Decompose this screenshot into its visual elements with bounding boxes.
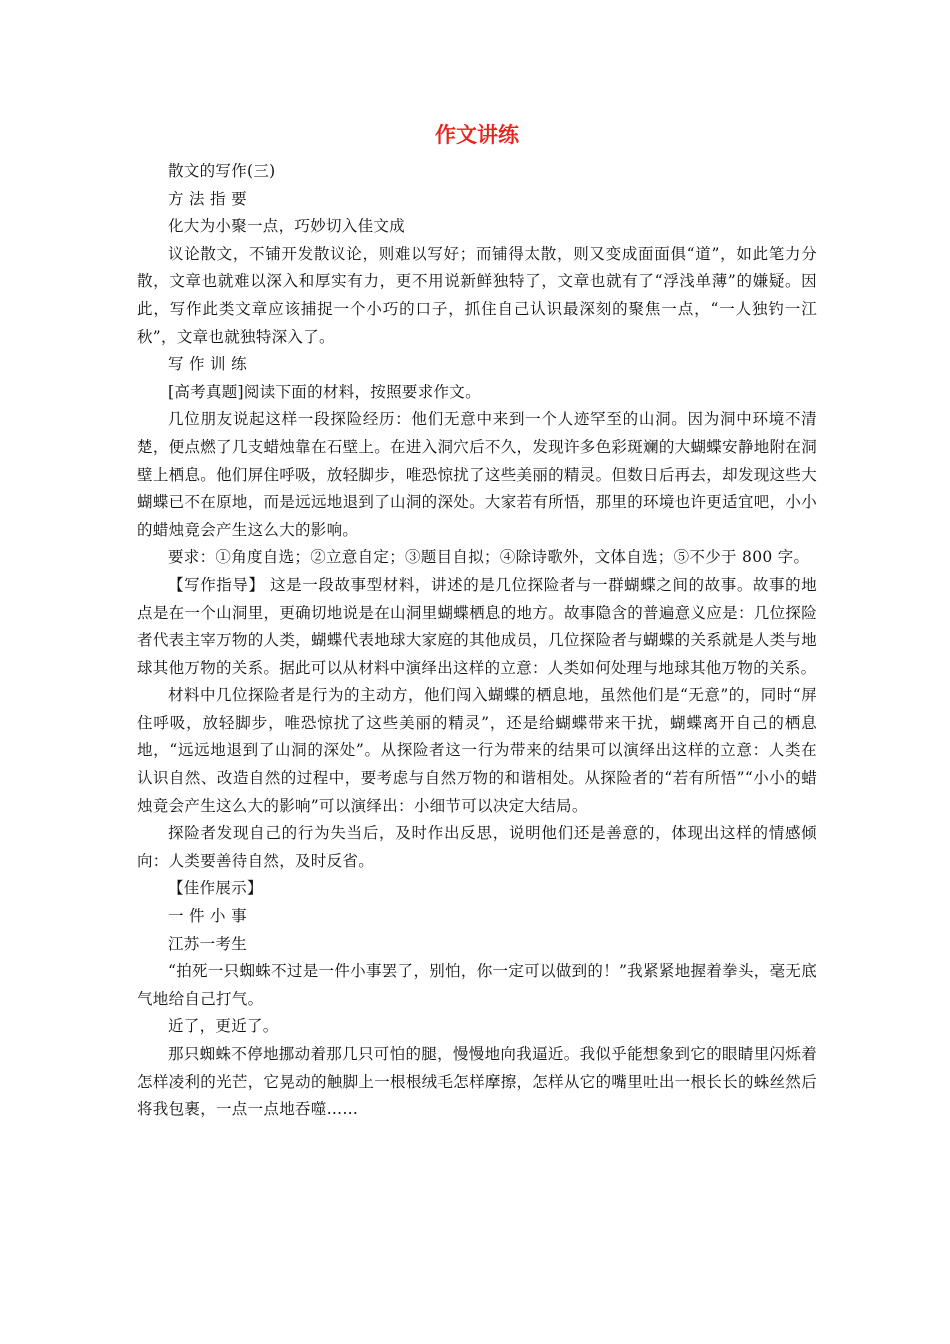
- section-heading: 散文的写作(三): [168, 162, 276, 180]
- document-title: 作文讲练: [435, 123, 519, 147]
- document-page: [137, 118, 817, 1124]
- material-paragraph: 几位朋友说起这样一段探险经历：他们无意中来到一个人迹罕至的山洞。因为洞中环境不清楚，便点燃了几支蜡烛靠在石壁上。在进入洞穴后不久，发现许多色彩斑斓的大蝴蝶安静地附在洞壁上栖息。他们屏住呼吸，放轻脚步，唯恐惊扰了这些美丽的精灵。但数日后再去，却发现这些大蝴蝶已不在原地，而是远远地退到了山洞的深处。大家若有所悟，那里的环境也许更适宜吧，小小的蜡烛竟会产生这么大的影响。: [137, 410, 817, 539]
- essay-author: 江苏一考生: [168, 934, 248, 953]
- guidance-paragraph-2: 材料中几位探险者是行为的主动方，他们闯入蝴蝶的栖息地，虽然他们是“无意”的，同时“屏住呼吸，放轻脚步，唯恐惊扰了这些美丽的精灵”，还是给蝴蝶带来干扰，蝴蝶离开自己的栖息地，“远远地退到了山洞的深处”。从探险者这一行为带来的结果可以演绎出这样的立意：人类在认识自然、改造自然的过程中，要考虑与自然万物的和谐相处。从探险者的“若有所悟”“小小的蜡烛竟会产生这么大的影响”可以演绎出：小细节可以决定大结局。: [137, 686, 817, 815]
- guidance-paragraph-3: 探险者发现自己的行为失当后，及时作出反思，说明他们还是善意的，体现出这样的情感倾向：人类要善待自然，及时反省。: [137, 824, 817, 870]
- method-title: 化大为小聚一点，巧妙切入佳文成: [168, 217, 406, 236]
- showcase-heading: 【佳作展示】: [168, 879, 263, 898]
- subheading-practice: 写 作 训 练: [168, 355, 247, 374]
- exam-prompt: [高考真题]阅读下面的材料，按照要求作文。: [168, 382, 481, 401]
- subheading-method: 方 法 指 要: [168, 189, 247, 208]
- requirements-paragraph: 要求：①角度自选；②立意自定；③题目自拟；④除诗歌外，文体自选；⑤不少于 800 字。: [168, 548, 810, 567]
- essay-paragraph-2: 近了，更近了。: [168, 1017, 279, 1036]
- guidance-paragraph-1: 【写作指导】 这是一段故事型材料，讲述的是几位探险者与一群蝴蝶之间的故事。故事的地点是在一个山洞里，更确切地说是在山洞里蝴蝶栖息的地方。故事隐含的普遍意义应是：几位探险者代表主宰万物的人类，蝴蝶代表地球大家庭的其他成员，几位探险者与蝴蝶的关系就是人类与地球其他万物的关系。据此可以从材料中演绎出这样的立意：人类如何处理与地球其他万物的关系。: [137, 575, 817, 677]
- essay-title: 一 件 小 事: [168, 907, 247, 926]
- essay-paragraph-3: 那只蜘蛛不停地挪动着那几只可怕的腿，慢慢地向我逼近。我似乎能想象到它的眼睛里闪烁着怎样凌利的光芒，它晃动的触脚上一根根绒毛怎样摩擦，怎样从它的嘴里吐出一根长长的蛛丝然后将我包裹，一点一点地吞噬……: [137, 1045, 817, 1119]
- method-paragraph: 议论散文，不铺开发散议论，则难以写好；而铺得太散，则又变成面面俱“道”，如此笔力分散，文章也就难以深入和厚实有力，更不用说新鲜独特了，文章也就有了“浮浅单薄”的嫌疑。因此，写作此类文章应该捕捉一个小巧的口子，抓住自己认识最深刻的聚焦一点，“一人独钓一江秋”，文章也就独特深入了。: [137, 244, 817, 346]
- essay-paragraph-1: “拍死一只蜘蛛不过是一件小事罢了，别怕，你一定可以做到的！”我紧紧地握着拳头，毫无底气地给自己打气。: [137, 962, 817, 1008]
